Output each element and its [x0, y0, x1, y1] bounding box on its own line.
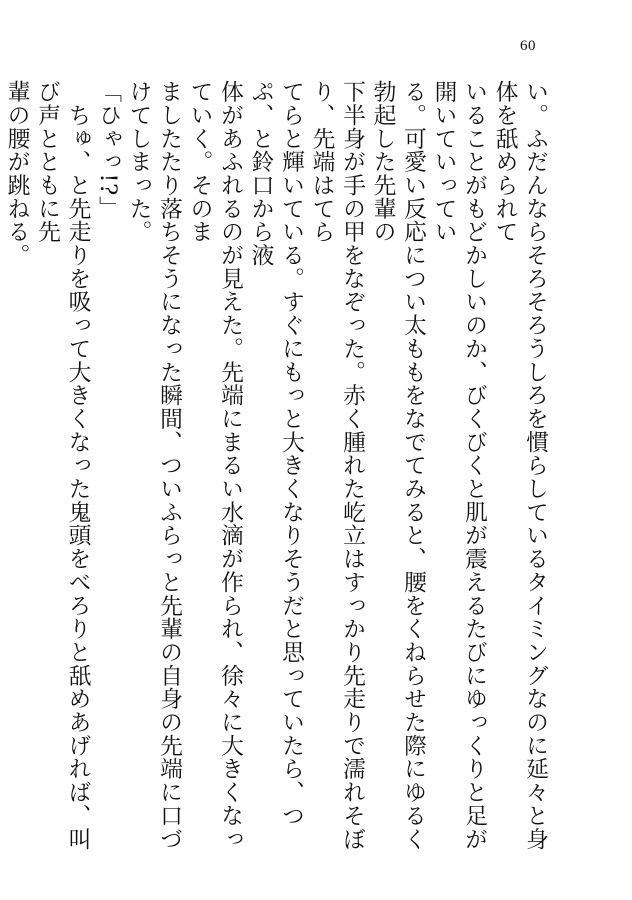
text-line: 輩の腰が跳ねる。 — [3, 80, 30, 267]
text-line: ましたたり落ちそうになった瞬間、ついふらっと先輩の自身の先端に口づけてしまった。 — [125, 80, 182, 851]
text-line: 下半身が手の甲をなぞった。赤く腫れた屹立はすっかり先走りで濡れそぼり、先端はてら — [308, 80, 365, 851]
text-line: る。可愛い反応につい太ももをなでてみると、腰をくねらせた際にゆるく勃起した先輩の — [369, 80, 426, 851]
page-number: 60 — [520, 38, 536, 54]
dialogue-line: 「ひゃっ!?」 — [95, 80, 121, 220]
text-line: 体があふれるのが見えた。先端にまるい水滴が作られ、徐々に大きくなっていく。そのま — [186, 80, 243, 851]
dialogue-line — [0, 80, 1, 870]
text-line: てらと輝いている。すぐにもっと大きくなりそうだと思っていたら、つぷ、と鈴口から液 — [247, 80, 304, 828]
vertical-text-body — [0, 80, 550, 870]
text-line: ちゅ、と先走りを吸って大きくなった鬼頭をべろりと舐めあげれば、叫び声とともに先 — [34, 80, 91, 851]
text-line: い。ふだんならそろそろうしろを慣らしているタイミングなのに延々と身体を舐められて — [491, 80, 548, 851]
text-line: いることがもどかしいのか、びくびくと肌が震えるたびにゆっくりと足が開いていってい — [430, 80, 487, 851]
